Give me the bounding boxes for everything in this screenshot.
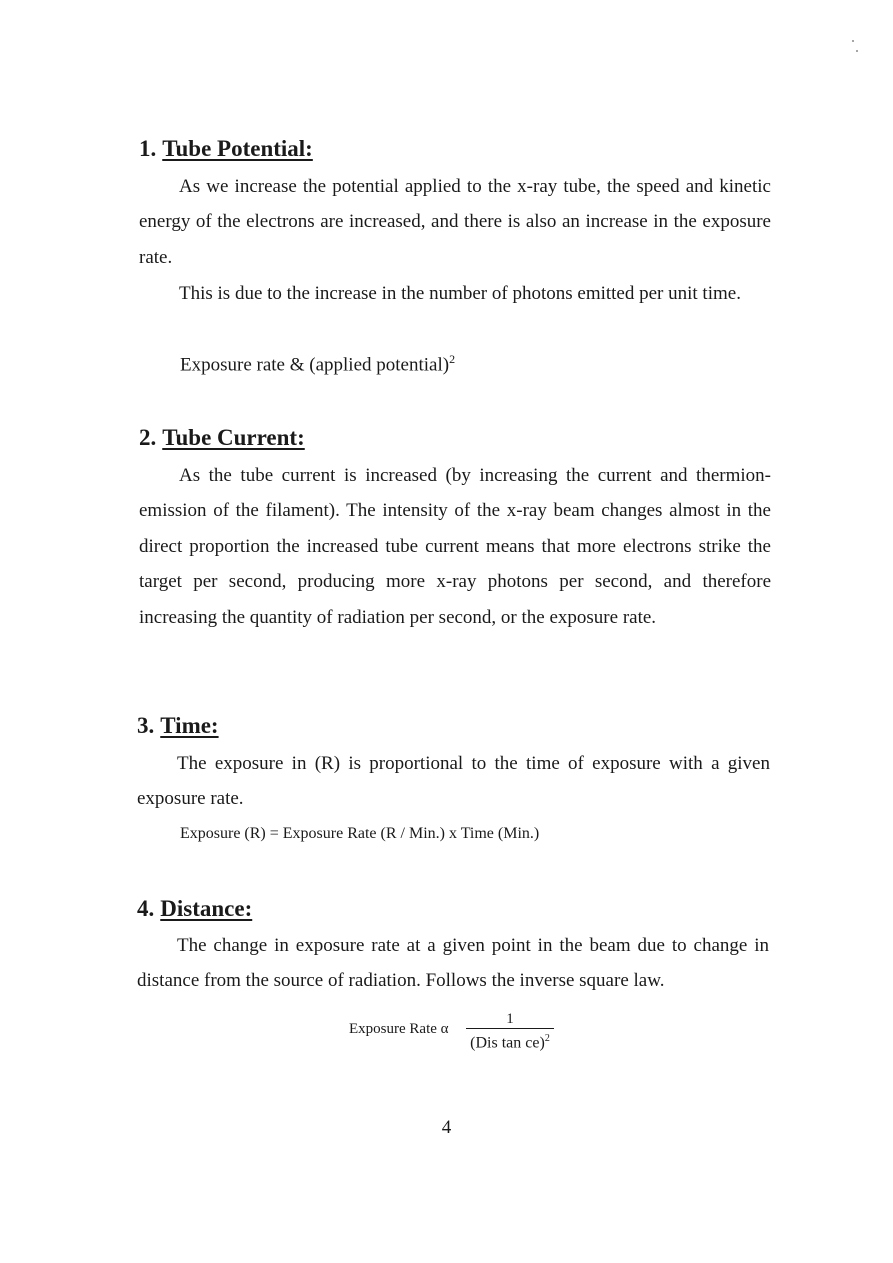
section-title: Distance: <box>160 896 253 921</box>
page-number: 4 <box>441 1117 452 1138</box>
section-heading-time <box>137 713 219 739</box>
paragraph: The change in exposure rate at a given point in the beam due to change in distance from the source of radiation. Follows the inverse square law. <box>137 935 769 992</box>
section-heading-tube-current <box>139 425 305 451</box>
scan-speck <box>856 50 858 52</box>
paragraph: As the tube current is increased (by increasing the current and thermion-emission of the filament). The intensity of the x-ray beam changes almost in the direct proportion the increased tube current means that more electrons strike the target per second, producing more x-ray photons per second, and therefore increasing the quantity of radiation per second, or the exposure rate. <box>139 465 771 628</box>
denominator-text: (Dis tan ce) <box>470 1034 545 1052</box>
formula-exposure-time: Exposure (R) = Exposure Rate (R / Min.) x Time (Min.) <box>180 825 540 842</box>
section-number: 1. <box>139 136 157 161</box>
formula-text: Exposure rate & (applied potential) <box>180 354 450 376</box>
section-number: 2. <box>139 425 157 450</box>
section-title: Tube Potential: <box>162 136 313 161</box>
scan-speck <box>852 40 854 42</box>
section-number: 4. <box>137 896 155 921</box>
formula-superscript: 2 <box>449 352 456 366</box>
fraction-numerator: 1 <box>506 1011 514 1027</box>
paragraph: This is due to the increase in the number of photons emitted per unit time. <box>179 283 741 304</box>
formula-inverse-square <box>349 1010 569 1058</box>
formula-lhs: Exposure Rate α <box>349 1021 449 1037</box>
fraction-denominator <box>466 1029 554 1053</box>
section-title: Time: <box>160 713 219 738</box>
section-heading-distance <box>137 896 252 922</box>
section-heading-tube-potential <box>139 136 313 162</box>
formula-exposure-potential <box>180 352 455 376</box>
paragraph: The exposure in (R) is proportional to the time of exposure with a given exposure rate. <box>137 753 770 810</box>
paragraph: As we increase the potential applied to the x-ray tube, the speed and kinetic energy of the electrons are increased, and there is also an increase in the exposure rate. <box>139 176 771 268</box>
section-title: Tube Current: <box>162 425 305 450</box>
section-number: 3. <box>137 713 155 738</box>
denominator-superscript: 2 <box>544 1033 550 1044</box>
fraction <box>466 1010 554 1053</box>
